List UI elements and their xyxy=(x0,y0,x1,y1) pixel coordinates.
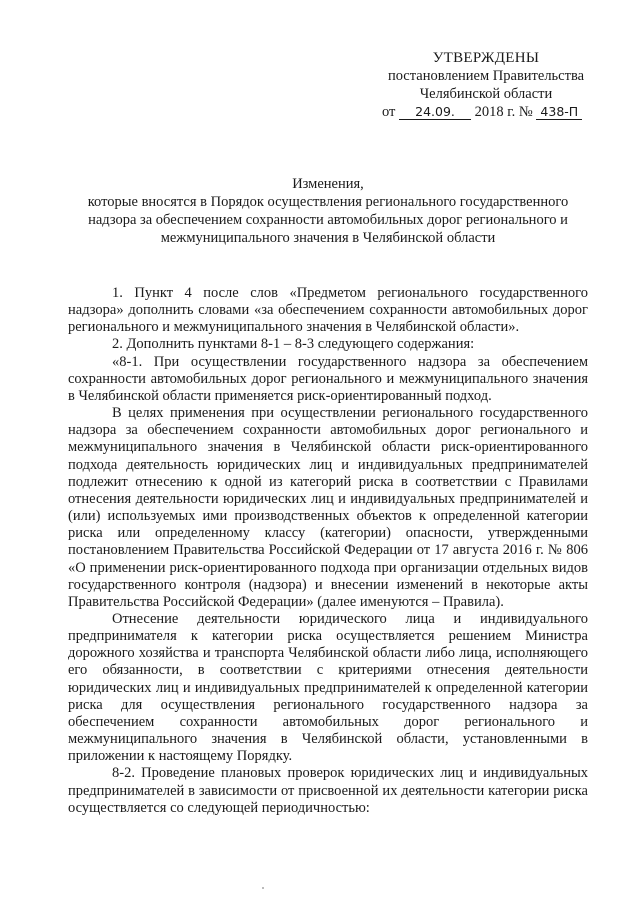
paragraph-1: 1. Пункт 4 после слов «Предметом регионального государственного надзора» дополнить словами «за обеспечением сохранности автомобильных дорог регионального и межмуниципального значения в Челябинской области». xyxy=(68,285,588,336)
document-title xyxy=(70,175,586,247)
title-line-2: которые вносятся в Порядок осуществления регионального государственного xyxy=(87,194,569,210)
title-line-1: Изменения, xyxy=(292,176,364,192)
approval-line-2: Челябинской области xyxy=(419,86,553,102)
year-text: 2018 г. № xyxy=(474,104,533,120)
paragraph-5: Отнесение деятельности юридического лица и индивидуального предпринимателя к категории риска осуществляется решением Министра дорожного хозяйства и транспорта Челябинской области либо лица, исполняющего его обязанности, в соответствии с критериями отнесения деятельности юридических лиц и индивидуальных предпринимателей к определенной категории риска для осуществления регионального государственного надзора за обеспечением сохранности автомобильных дорог регионального и межмуниципального значения в Челябинской области, установленными в приложении к настоящему Порядку. xyxy=(68,610,588,765)
paragraph-3: «8-1. При осуществлении государственного надзора за обеспечением сохранности автомобильных дорог регионального и межмуниципального значения в Челябинской области применяется риск-ориентированный подход. xyxy=(68,353,588,404)
approval-title: УТВЕРЖДЕНЫ xyxy=(432,50,540,66)
title-line-3: надзора за обеспечением сохранности автомобильных дорог регионального и xyxy=(88,212,568,228)
approval-line-1: постановлением Правительства xyxy=(387,68,585,84)
title-line-4: межмуниципального значения в Челябинской области xyxy=(160,230,496,246)
scan-speck xyxy=(262,887,264,889)
approval-block xyxy=(380,49,592,121)
paragraph-4: В целях применения при осуществлении регионального государственного надзора за обеспечением сохранности автомобильных дорог регионального и межмуниципального значения в Челябинской области риск-ориентированного подхода деятельность юридических лиц и индивидуальных предпринимателей подлежит отнесению к одной из категорий риска в соответствии с Правилами отнесения деятельности юридических лиц и индивидуальных предпринимателей и (или) используемых ими производственных объектов к определенной категории риска или определенному классу (категории) опасности, утвержденными постановлением Правительства Российской Федерации от 17 августа 2016 г. № 806 «О применении риск-ориентированного подхода при организации отдельных видов государственного контроля (надзора) и внесении изменений в некоторые акты Правительства Российской Федерации» (далее именуются – Правила). xyxy=(68,405,588,610)
handwritten-date: 24.09. xyxy=(399,105,471,120)
date-prefix: от xyxy=(382,104,396,120)
paragraph-6: 8-2. Проведение плановых проверок юридических лиц и индивидуальных предпринимателей в зависимости от присвоенной их деятельности категории риска осуществляется со следующей периодичностью: xyxy=(68,765,588,816)
approval-date-line xyxy=(380,103,592,121)
paragraph-2: 2. Дополнить пунктами 8-1 – 8-3 следующего содержания: xyxy=(112,336,475,353)
document-body xyxy=(68,285,588,817)
handwritten-number: 438-П xyxy=(536,105,582,120)
